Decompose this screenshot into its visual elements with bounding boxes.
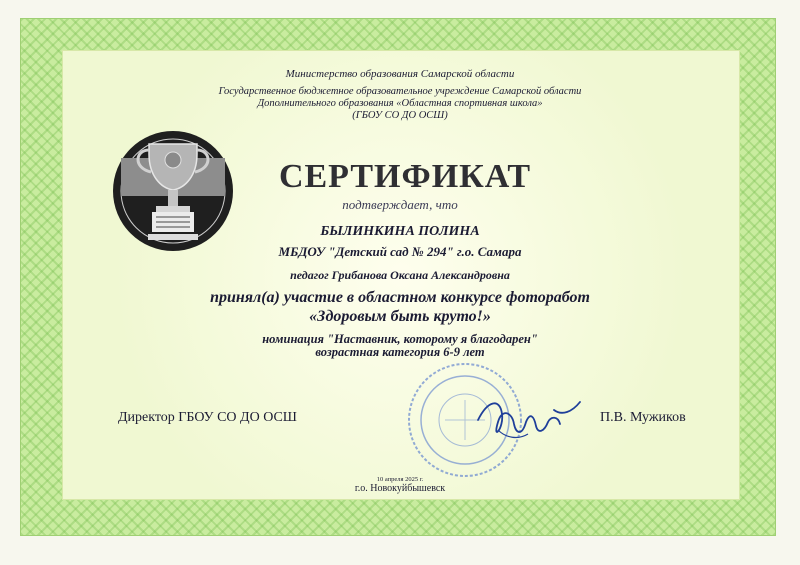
certificate-subtitle: подтверждает, что <box>342 197 458 212</box>
issue-city: г.о. Новокуйбышевск <box>354 483 446 494</box>
issue-date: 10 апреля 2025 г. <box>376 476 424 483</box>
handwritten-signature <box>468 380 593 455</box>
age-category: возрастная категория 6-9 лет <box>315 345 485 359</box>
director-label: Директор ГБОУ СО ДО ОСШ <box>118 410 297 425</box>
ministry-name: Министерство образования Самарской области <box>285 68 515 80</box>
recipient-name: БЫЛИНКИНА ПОЛИНА <box>320 224 480 239</box>
director-name: П.В. Мужиков <box>600 410 686 425</box>
recipient-organization: МБДОУ "Детский сад № 294" г.о. Самара <box>278 244 522 259</box>
institution-line-2: Дополнительного образования «Областная спортивная школа» <box>257 98 543 109</box>
institution-line-3: (ГБОУ СО ДО ОСШ) <box>352 110 448 121</box>
certificate-title: СЕРТИФИКАТ <box>278 158 532 195</box>
contest-name: «Здоровым быть круто!» <box>309 308 491 325</box>
nomination: номинация "Наставник, которому я благодарен" <box>262 332 538 346</box>
institution-line-1: Государственное бюджетное образовательное учреждение Самарской области <box>218 86 582 97</box>
teacher-name: педагог Грибанова Оксана Александровна <box>290 268 510 282</box>
participation-text: принял(а) участие в областном конкурсе фоторабот <box>210 289 590 306</box>
